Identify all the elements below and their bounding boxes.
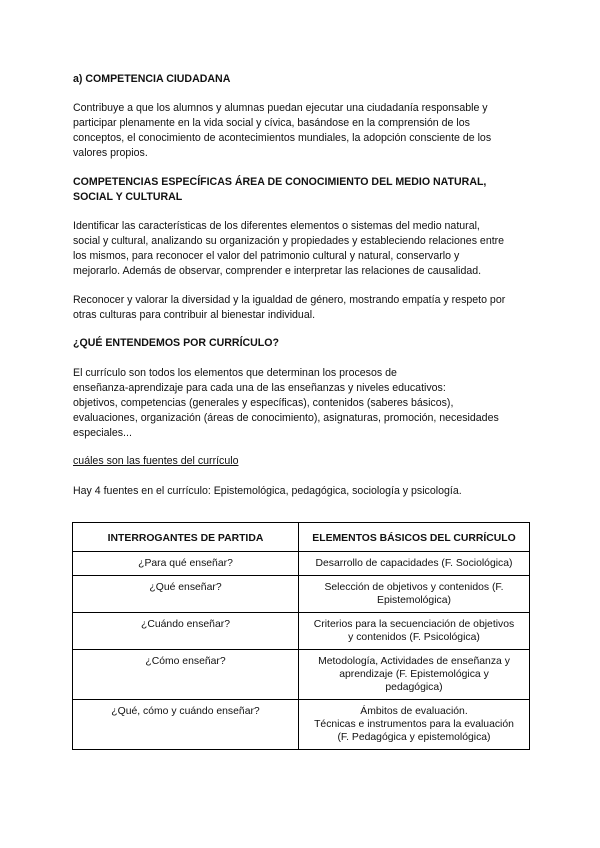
paragraph-identificar: Identificar las características de los diferentes elementos o sistemas del medio natural, social y cultural, analizando su organización y propiedades y estableciendo relaciones entre los mismos, para reconocer el valor del patrimonio cultural y natural, conservarlo y mejorarlo. Además de observar, comprender e interpretar las relaciones de causalidad. bbox=[73, 220, 505, 277]
cell-question: ¿Para qué enseñar? bbox=[73, 552, 299, 576]
heading-que-entendemos: ¿QUÉ ENTENDEMOS POR CURRÍCULO? bbox=[73, 337, 279, 349]
paragraph-competencia-ciudadana: Contribuye a que los alumnos y alumnas puedan ejecutar una ciudadanía responsable y participar plenamente en la vida social y cívica, basándose en la comprensión de los conceptos, el conocimiento de acontecimientos mundiales, la adopción consciente de los valores propios. bbox=[73, 102, 492, 159]
heading-competencias-especificas: COMPETENCIAS ESPECÍFICAS ÁREA DE CONOCIMIENTO DEL MEDIO NATURAL, SOCIAL Y CULTURAL bbox=[73, 176, 487, 203]
table-row bbox=[73, 700, 530, 750]
cell-answer: Desarrollo de capacidades (F. Sociológica) bbox=[299, 552, 530, 576]
cell-question: ¿Cuándo enseñar? bbox=[73, 613, 299, 650]
cell-question: ¿Qué, cómo y cuándo enseñar? bbox=[73, 700, 299, 750]
heading-competencia-ciudadana: a) COMPETENCIA CIUDADANA bbox=[73, 73, 231, 85]
paragraph-fuentes: Hay 4 fuentes en el currículo: Epistemológica, pedagógica, sociología y psicología. bbox=[73, 485, 462, 497]
table-row bbox=[73, 613, 530, 650]
table-row bbox=[73, 650, 530, 700]
paragraph-reconocer: Reconocer y valorar la diversidad y la igualdad de género, mostrando empatía y respeto por otras culturas para contribuir al bienestar individual. bbox=[73, 294, 506, 321]
table-row bbox=[73, 576, 530, 613]
table-header-row bbox=[73, 523, 530, 552]
fuentes-link[interactable]: cuáles son las fuentes del currículo bbox=[73, 455, 239, 467]
curriculum-table bbox=[72, 522, 530, 750]
table-row bbox=[73, 552, 530, 576]
cell-answer: Criterios para la secuenciación de objetivos y contenidos (F. Psicológica) bbox=[299, 613, 530, 650]
cell-answer: Selección de objetivos y contenidos (F. Epistemológica) bbox=[299, 576, 530, 613]
cell-answer: Ámbitos de evaluación. Técnicas e instrumentos para la evaluación (F. Pedagógica y epistemológica) bbox=[299, 700, 530, 750]
header-interrogantes: INTERROGANTES DE PARTIDA bbox=[73, 523, 299, 552]
cell-answer: Metodología, Actividades de enseñanza y aprendizaje (F. Epistemológica y pedagógica) bbox=[299, 650, 530, 700]
paragraph-curriculo: El currículo son todos los elementos que determinan los procesos de enseñanza-aprendizaje para cada una de las enseñanzas y niveles educativos: objetivos, competencias (generales y específicas), contenidos (saberes básicos), evaluaciones, organización (áreas de conocimiento), asignaturas, promoción, necesidades especiales... bbox=[73, 367, 499, 439]
header-elementos: ELEMENTOS BÁSICOS DEL CURRÍCULO bbox=[299, 523, 530, 552]
cell-question: ¿Qué enseñar? bbox=[73, 576, 299, 613]
cell-question: ¿Cómo enseñar? bbox=[73, 650, 299, 700]
